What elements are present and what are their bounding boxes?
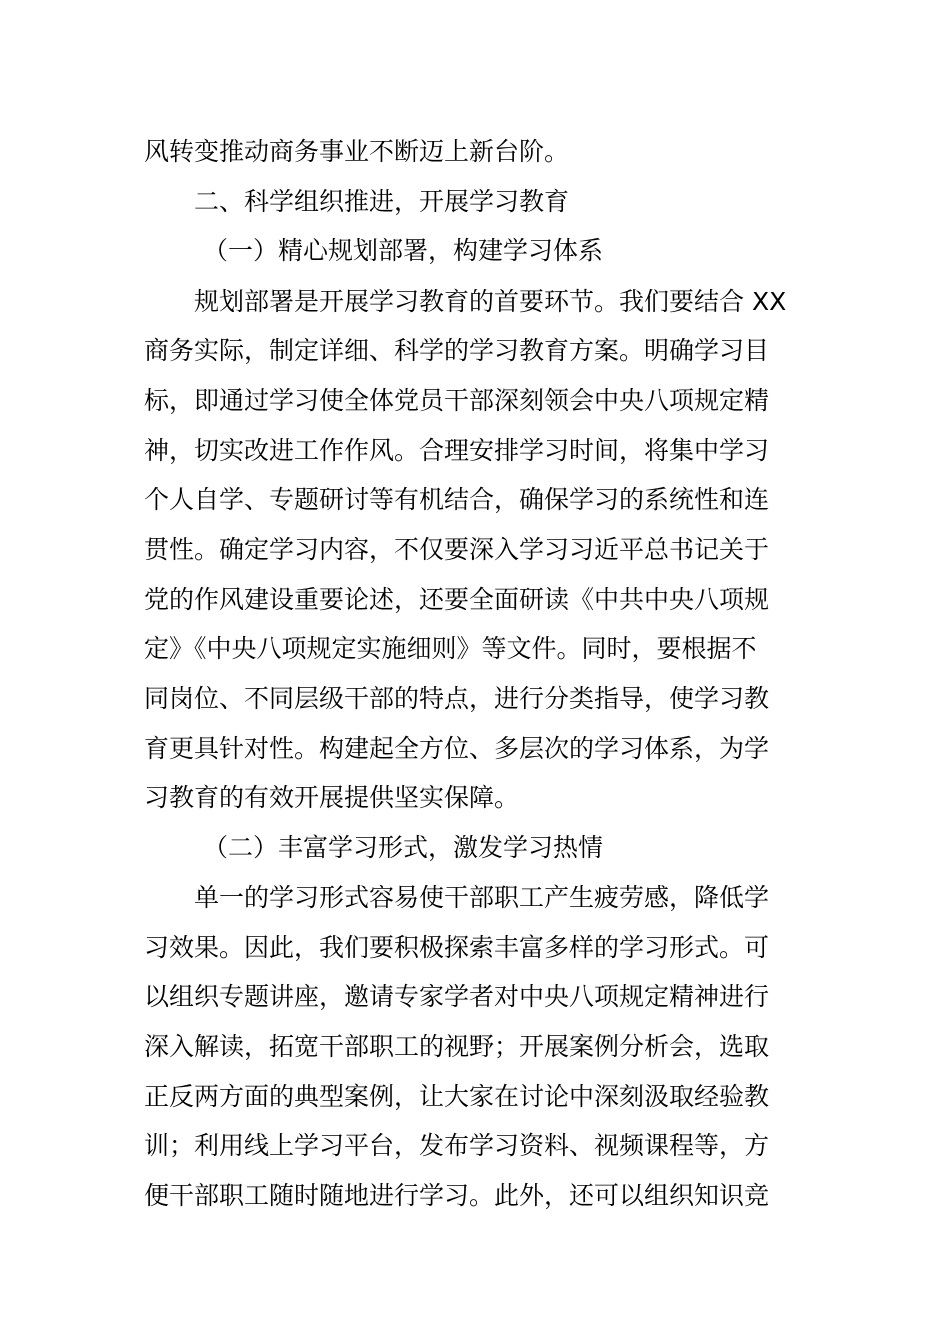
paragraph-line: 育更具针对性。构建起全方位、多层次的学习体系，为学 [144, 734, 770, 763]
paragraph-line: 神，切实改进工作作风。合理安排学习时间，将集中学习 [144, 436, 770, 465]
paragraph-line: 商务实际，制定详细、科学的学习教育方案。明确学习目 [144, 336, 770, 365]
paragraph-line: 规划部署是开展学习教育的首要环节。我们要结合 XX [194, 287, 787, 316]
paragraph-line: 标，即通过学习使全体党员干部深刻领会中央八项规定精 [144, 386, 770, 415]
paragraph-line: 以组织专题讲座，邀请专家学者对中央八项规定精神进行 [144, 982, 770, 1011]
paragraph-line: 定》《中央八项规定实施细则》等文件。同时，要根据不 [144, 634, 757, 663]
paragraph-line: 党的作风建设重要论述，还要全面研读《中共中央八项规 [144, 585, 770, 614]
paragraph-line: 深入解读，拓宽干部职工的视野；开展案例分析会，选取 [144, 1032, 770, 1061]
paragraph-line: 同岗位、不同层级干部的特点，进行分类指导，使学习教 [144, 684, 770, 713]
subsection-heading: （一）精心规划部署，构建学习体系 [203, 236, 604, 265]
paragraph-line: 训；利用线上学习平台，发布学习资料、视频课程等，方 [144, 1131, 770, 1160]
paragraph-line: 正反两方面的典型案例，让大家在讨论中深刻汲取经验教 [144, 1082, 770, 1111]
paragraph-line: 个人自学、专题研讨等有机结合，确保学习的系统性和连 [144, 485, 770, 514]
paragraph-line: 单一的学习形式容易使干部职工产生疲劳感，降低学 [194, 883, 770, 912]
paragraph-line: 习效果。因此，我们要积极探索丰富多样的学习形式。可 [144, 933, 770, 962]
section-heading: 二、科学组织推进，开展学习教育 [194, 187, 570, 216]
paragraph-line: 贯性。确定学习内容，不仅要深入学习习近平总书记关于 [144, 535, 770, 564]
paragraph-line: 便干部职工随时随地进行学习。此外，还可以组织知识竞 [144, 1181, 770, 1210]
subsection-heading: （二）丰富学习形式，激发学习热情 [203, 833, 604, 862]
paragraph-line: 风转变推动商务事业不断迈上新台阶。 [144, 137, 570, 166]
paragraph-line: 习教育的有效开展提供坚实保障。 [144, 783, 520, 812]
